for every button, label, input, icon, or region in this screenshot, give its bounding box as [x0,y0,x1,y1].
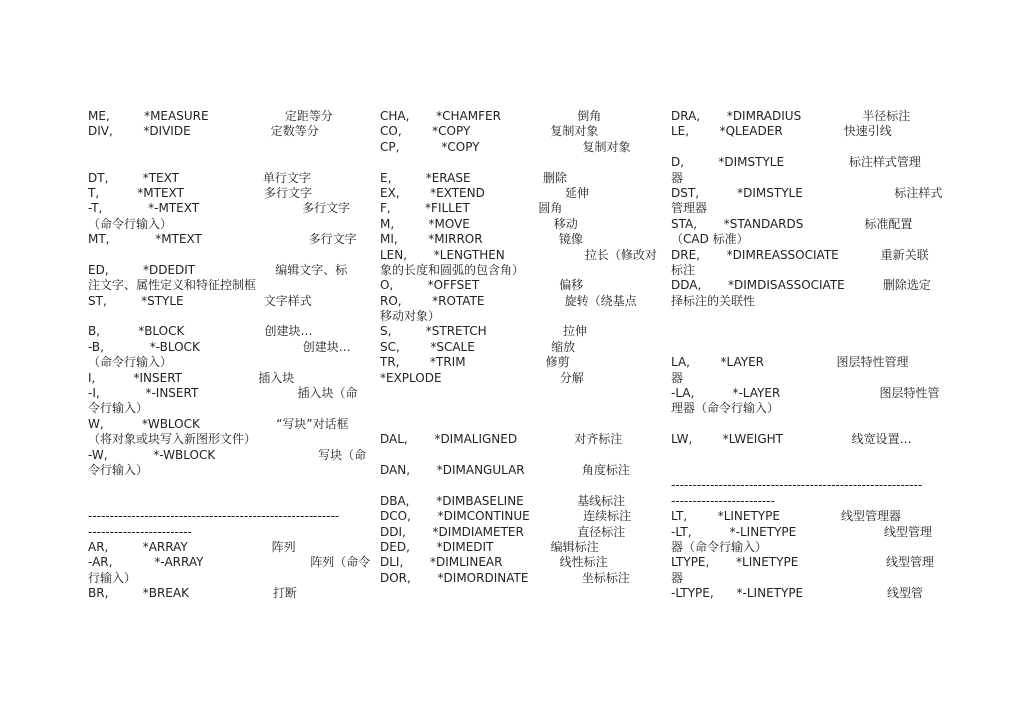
command-line: （CAD 标准） [671,232,749,247]
command-line: DDI, *DIMDIAMETER 直径标注 [380,524,626,539]
command-line: DIV, *DIVIDE 定数等分 [88,124,319,139]
command-line: E, *ERASE 删除 [380,170,568,185]
command-line: DLI, *DIMLINEAR 线性标注 [380,555,608,570]
command-line: STA, *STANDARDS 标准配置 [671,216,913,231]
command-line [88,140,352,155]
command-line: CO, *COPY 复制对象 [380,124,599,139]
command-line: 择标注的关联性 [671,293,756,308]
command-line: O, *OFFSET 偏移 [380,278,584,293]
command-line: DRE, *DIMREASSOCIATE 重新关联 [671,247,929,262]
command-line: SC, *SCALE 缩放 [380,339,576,354]
command-line: 令行输入） [88,462,149,477]
command-line [671,417,935,432]
command-line: LEN, *LENGTHEN 拉长（修改对 [380,247,657,262]
command-line: DCO, *DIMCONTINUE 连续标注 [380,509,632,524]
command-line: LE, *QLEADER 快速引线 [671,124,892,139]
command-line: LTYPE, *LINETYPE 线型管理 [671,555,935,570]
command-line [380,448,644,463]
command-line: 器 [671,170,684,185]
command-line: 注文字、属性定义和特征控制框 [88,278,257,293]
command-line [671,463,935,478]
command-line [671,324,935,339]
command-line: -W, *-WBLOCK 写块（命 [88,447,367,462]
command-line: *EXPLODE 分解 [380,370,584,385]
command-line: -AR, *-ARRAY 阵列（命令 [88,555,371,570]
command-line [88,155,352,170]
command-line: DST, *DIMSTYLE 标注样式 [671,185,943,200]
command-line: MI, *MIRROR 镜像 [380,232,583,247]
command-line: 器（命令行输入） [671,539,768,554]
command-line: -LTYPE, *-LINETYPE 线型管 [671,586,924,601]
command-line: DT, *TEXT 单行文字 [88,170,311,185]
command-line: DED, *DIMEDIT 编辑标注 [380,539,599,554]
command-line: TR, *TRIM 修剪 [380,355,570,370]
command-line: ---------------------------------------------------------- [671,478,923,493]
command-line: T, *MTEXT 多行文字 [88,185,312,200]
command-line [88,478,352,493]
command-column-1 [88,109,371,602]
command-line: DOR, *DIMORDINATE 坐标标注 [380,570,630,585]
command-line: 标注 [671,262,696,277]
command-line: 行输入） [88,570,137,585]
command-line: （将对象或块写入新图形文件） [88,432,257,447]
command-line [380,386,644,401]
command-line: 器 [671,570,684,585]
command-line [88,248,352,263]
command-line [671,140,935,155]
command-line: -LA, *-LAYER 图层特性管 [671,386,940,401]
command-line: DDA, *DIMDISASSOCIATE 删除选定 [671,278,931,293]
command-line [380,401,644,416]
command-line: 象的长度和圆弧的包含角） [380,262,525,277]
command-column-3 [671,109,943,602]
command-line: LW, *LWEIGHT 线宽设置… [671,432,912,447]
command-line: AR, *ARRAY 阵列 [88,539,296,554]
command-line: ME, *MEASURE 定距等分 [88,109,333,123]
command-line [380,478,644,493]
command-line: -I, *-INSERT 插入块（命 [88,386,358,401]
command-line: D, *DIMSTYLE 标注样式管理 [671,155,921,170]
command-line: ------------------------ [671,493,775,508]
command-line: I, *INSERT 插入块 [88,370,295,385]
command-line [671,309,935,324]
command-line: DAN, *DIMANGULAR 角度标注 [380,462,630,477]
command-line: LA, *LAYER 图层特性管理 [671,355,909,370]
command-line: S, *STRETCH 拉伸 [380,324,587,339]
command-line: CHA, *CHAMFER 倒角 [380,109,602,123]
command-line: MT, *MTEXT 多行文字 [88,232,357,247]
command-line: ED, *DDEDIT 编辑文字、标 [88,262,348,277]
command-line: -B, *-BLOCK 创建块… [88,339,351,354]
command-line: ------------------------ [88,524,192,539]
command-line: （命令行输入） [88,216,173,231]
command-line: M, *MOVE 移动 [380,216,578,231]
command-line: 器 [671,370,684,385]
command-line: DBA, *DIMBASELINE 基线标注 [380,493,626,508]
command-line: ---------------------------------------------------------- [88,509,340,524]
command-line: RO, *ROTATE 旋转（绕基点 [380,293,637,308]
command-line [88,494,352,509]
command-line: 管理器 [671,201,708,216]
command-line: BR, *BREAK 打断 [88,586,297,601]
command-line [380,417,644,432]
command-column-2 [380,109,657,586]
command-line: LT, *LINETYPE 线型管理器 [671,509,901,524]
command-line: DRA, *DIMRADIUS 半径标注 [671,109,911,123]
command-line: CP, *COPY 复制对象 [380,139,631,154]
command-line: ST, *STYLE 文字样式 [88,293,312,308]
command-line: EX, *EXTEND 延伸 [380,185,589,200]
command-line: 移动对象） [380,309,441,324]
command-line [380,155,644,170]
command-line: DAL, *DIMALIGNED 对齐标注 [380,432,623,447]
command-line: -LT, *-LINETYPE 线型管理 [671,524,932,539]
command-line: W, *WBLOCK “写块”对话框 [88,416,349,431]
command-line: （命令行输入） [88,355,173,370]
command-line: 理器（命令行输入） [671,401,780,416]
command-line: B, *BLOCK 创建块… [88,324,313,339]
command-line: -T, *-MTEXT 多行文字 [88,201,351,216]
command-line [671,340,935,355]
command-line [671,448,935,463]
command-line [88,309,352,324]
command-line: F, *FILLET 圆角 [380,201,563,216]
command-line: 令行输入） [88,401,149,416]
